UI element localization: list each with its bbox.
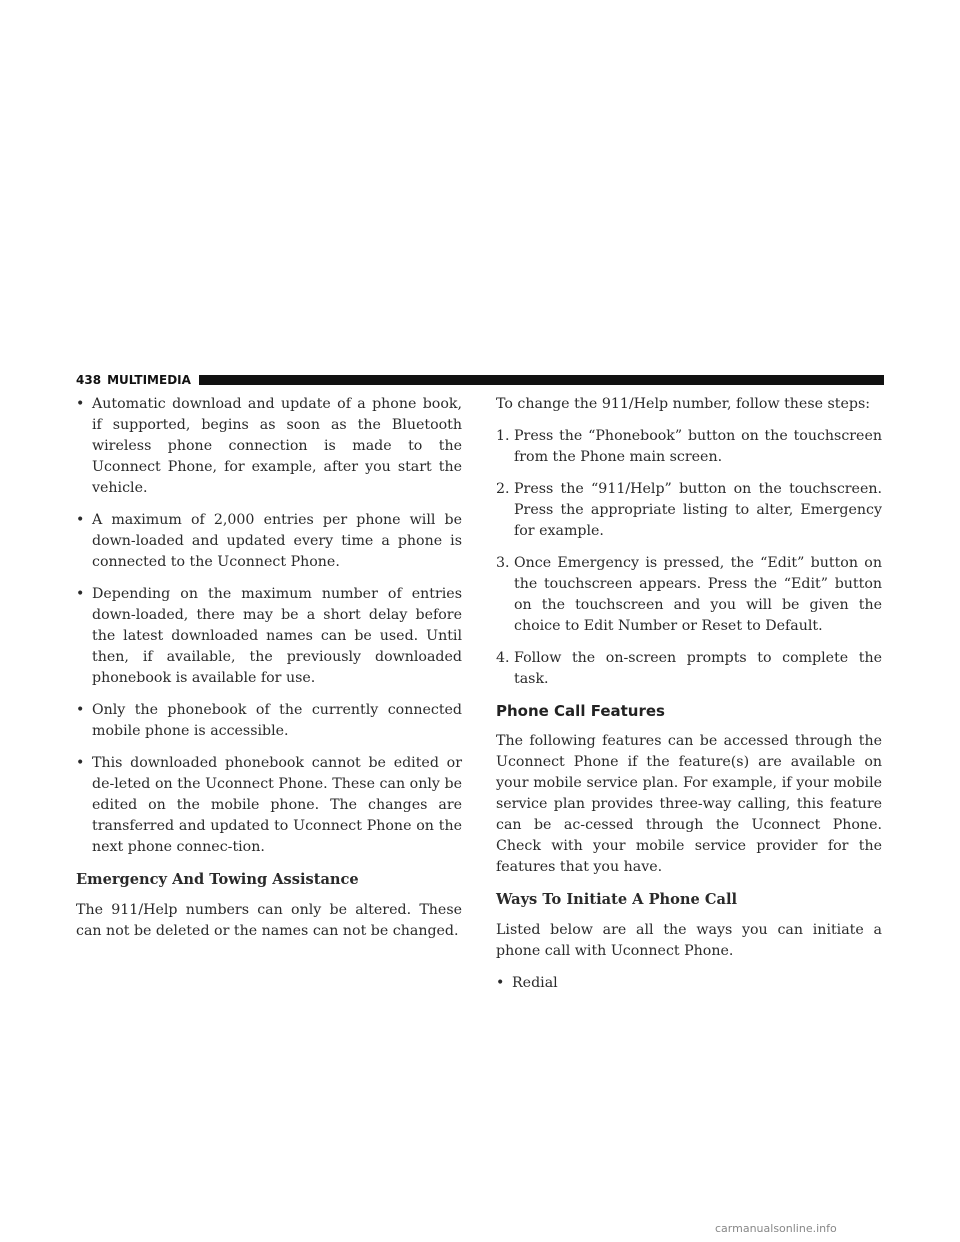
bullet-item	[76, 394, 462, 499]
step-item	[496, 648, 882, 690]
step-item	[496, 479, 882, 542]
step-number: 4.	[496, 650, 510, 666]
section-title: Phone Call Features	[496, 702, 665, 720]
footer-watermark: carmanualsonline.info	[715, 1222, 837, 1235]
section-name: MULTIMEDIA	[107, 373, 191, 387]
bullet-text: Depending on the maximum number of entries down-loaded, there may be a short delay before the latest downloaded names can be used. Until then, if available, the previously downloaded phonebook is available for use.	[92, 586, 462, 686]
step-item	[496, 426, 882, 468]
steps-intro: To change the 911/Help number, follow these steps:	[496, 396, 871, 412]
bullet-item	[76, 700, 462, 742]
bullet-icon: •	[76, 396, 85, 412]
bullet-icon: •	[76, 512, 85, 528]
step-text: Follow the on-screen prompts to complete the task.	[514, 650, 882, 687]
emergency-subheading: Emergency And Towing Assistance	[76, 871, 359, 888]
bullet-text: Automatic download and update of a phone book, if supported, begins as soon as the Bluetooth wireless phone connection is made to the Uconnect Phone, for example, after you start the vehicle.	[92, 396, 462, 496]
bullet-icon: •	[496, 975, 505, 991]
bullet-icon: •	[76, 755, 85, 771]
header-rule	[199, 375, 884, 385]
step-text: Press the “Phonebook” button on the touchscreen from the Phone main screen.	[514, 428, 882, 465]
step-number: 3.	[496, 555, 510, 571]
bullet-item	[76, 510, 462, 573]
initiate-call-paragraph: Listed below are all the ways you can initiate a phone call with Uconnect Phone.	[496, 922, 882, 959]
bullet-text: A maximum of 2,000 entries per phone will be down-loaded and updated every time a phone is connected to the Uconnect Phone.	[92, 512, 462, 570]
bullet-item	[76, 584, 462, 689]
bullet-item	[76, 753, 462, 858]
bullet-text: Only the phonebook of the currently connected mobile phone is accessible.	[92, 702, 462, 739]
step-item	[496, 553, 882, 637]
page-header	[76, 370, 884, 390]
bullet-icon: •	[76, 702, 85, 718]
bullet-item	[496, 973, 882, 994]
step-number: 2.	[496, 481, 510, 497]
step-number: 1.	[496, 428, 510, 444]
bullet-text: This downloaded phonebook cannot be edited or de-leted on the Uconnect Phone. These can only be edited on the mobile phone. The changes are transferred and updated to Uconnect Phone on the next phone connec-tion.	[92, 755, 462, 855]
initiate-call-subheading: Ways To Initiate A Phone Call	[496, 891, 738, 908]
page-number: 438	[76, 373, 102, 387]
section-paragraph: The following features can be accessed through the Uconnect Phone if the feature(s) are available on your mobile service plan. For example, if your mobile service plan provides three-way calling, this feature can be ac-cessed through the Uconnect Phone. Check with your mobile service provider for the features that you have.	[496, 733, 882, 875]
step-text: Press the “911/Help” button on the touchscreen. Press the appropriate listing to alter, Emergency for example.	[514, 481, 882, 539]
bullet-icon: •	[76, 586, 85, 602]
bullet-text: Redial	[512, 975, 558, 991]
emergency-paragraph: The 911/Help numbers can only be altered. These can not be deleted or the names can not be changed.	[76, 902, 462, 939]
right-column	[496, 394, 882, 1005]
step-text: Once Emergency is pressed, the “Edit” button on the touchscreen appears. Press the “Edit” button on the touchscreen and you will be given the choice to Edit Number or Reset to Default.	[514, 555, 882, 634]
left-column	[76, 394, 462, 953]
